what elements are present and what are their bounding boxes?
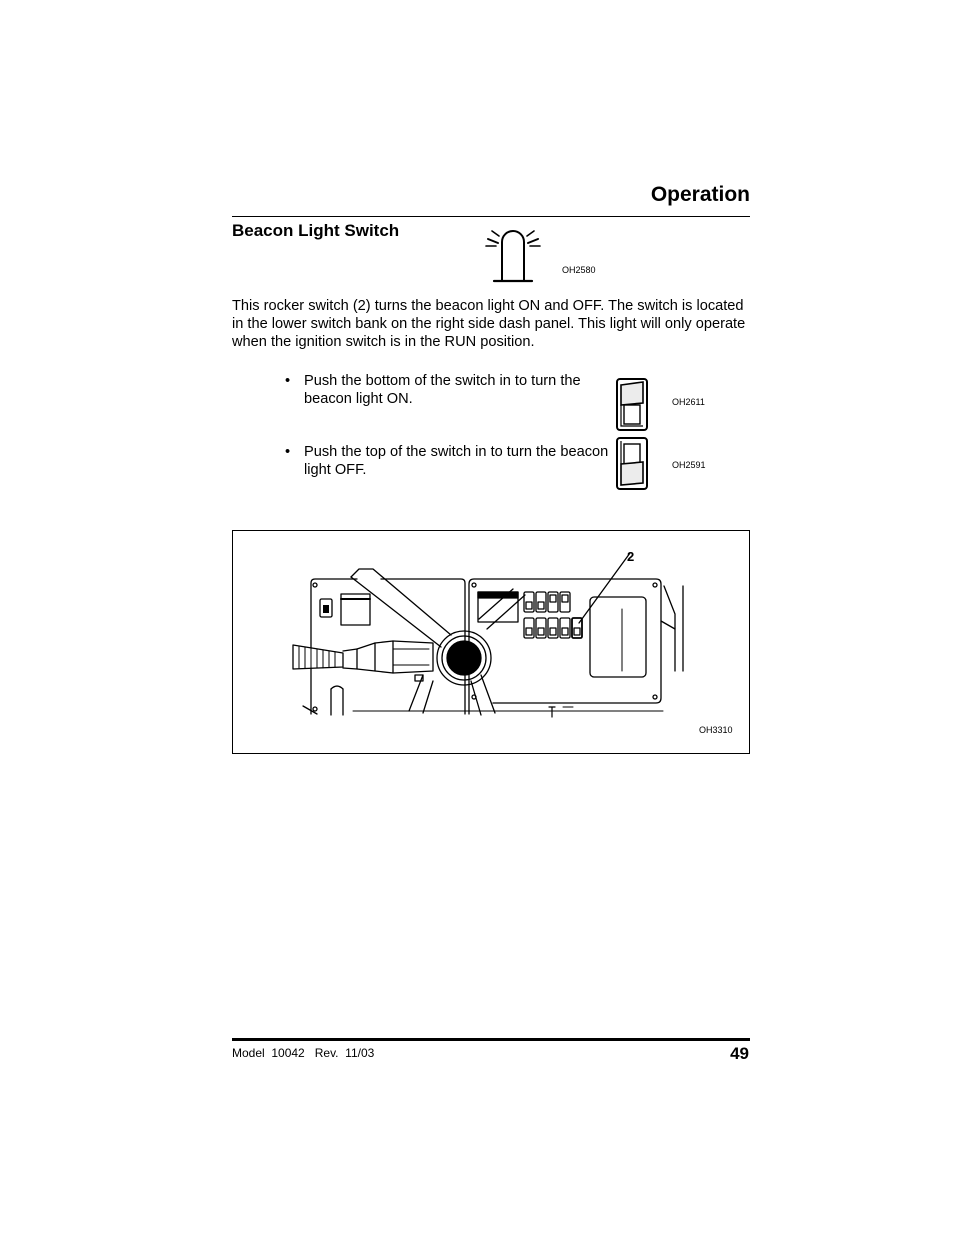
upper-switch-bank [524, 592, 570, 612]
lower-switch-bank [524, 618, 582, 638]
bullet-text: Push the top of the switch in to turn the beacon light OFF. [304, 444, 609, 478]
body-paragraph: This rocker switch (2) turns the beacon light ON and OFF. The switch is located in the lower switch bank on the right side dash panel. This light will only operate when the ignition switch is in the RUN position. [232, 298, 746, 350]
section-title: Operation [650, 183, 750, 206]
bullet-symbol: • [285, 373, 291, 389]
beacon-icon-code: OH2580 [562, 265, 596, 275]
header-rule [232, 216, 750, 217]
footer-model: Model 10042 Rev. 11/03 [232, 1046, 375, 1060]
dash-figure [232, 530, 750, 754]
switch-on-code: OH2611 [672, 397, 705, 407]
bullet-text: Push the bottom of the switch in to turn the beacon light ON. [304, 373, 581, 407]
bullet-symbol: • [285, 444, 291, 460]
beacon-light-icon [484, 226, 544, 284]
rocker-switch-off-icon [615, 436, 651, 492]
page-number: 49 [730, 1044, 749, 1063]
footer-rule [232, 1038, 750, 1041]
page-heading: Beacon Light Switch [232, 221, 400, 240]
callout-label: 2 [627, 549, 635, 564]
dash-panel-illustration [233, 531, 749, 753]
rocker-switch-on-icon [615, 377, 651, 433]
switch-off-code: OH2591 [672, 460, 706, 470]
dash-figure-code: OH3310 [699, 725, 733, 735]
